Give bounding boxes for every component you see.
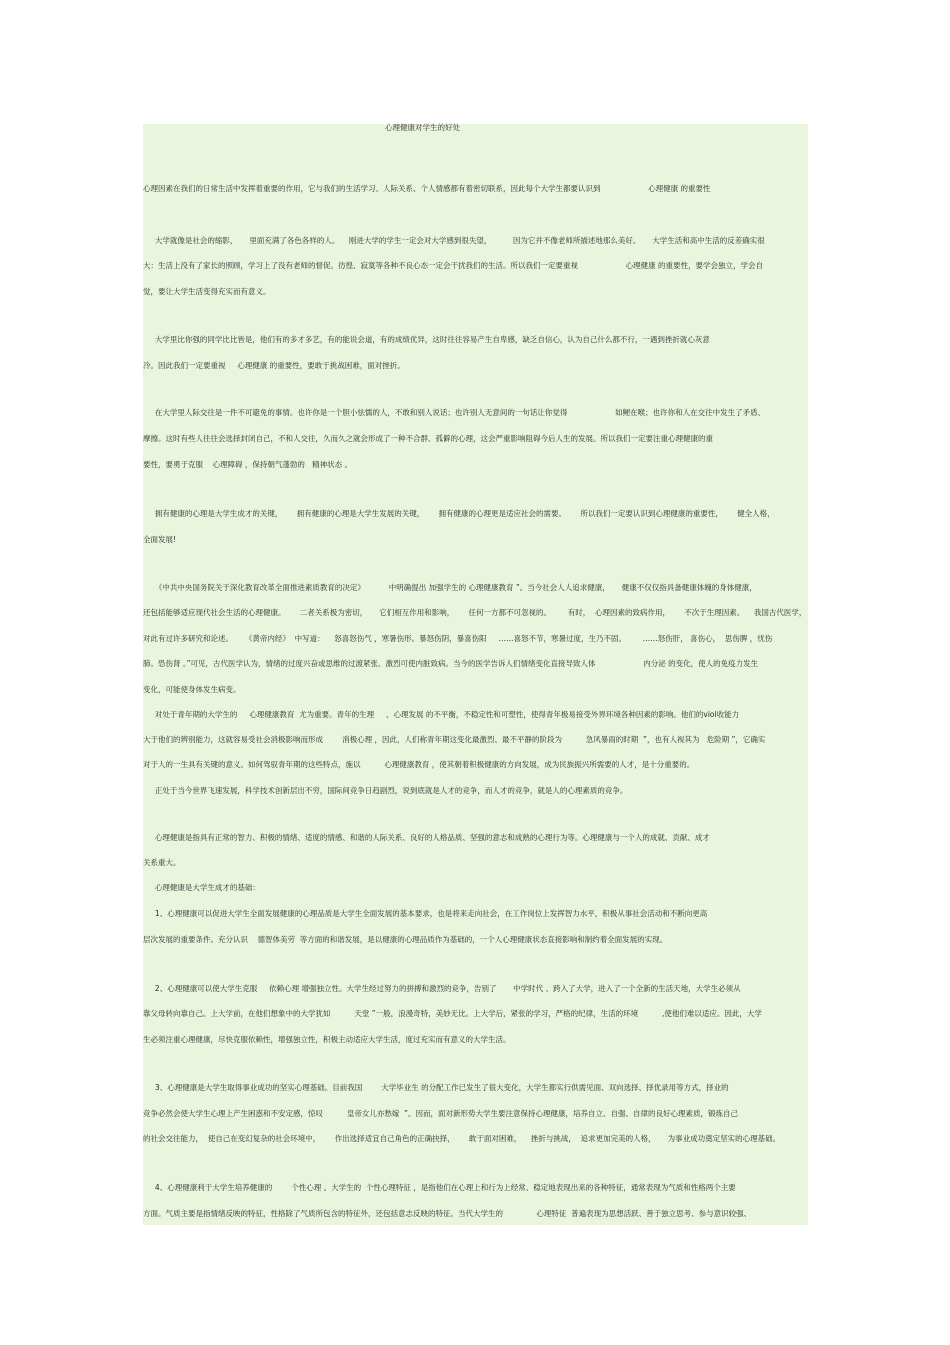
paragraph-line: 大学里比你强的同学比比皆是，他们有的多才多艺，有的能说会道，有的成绩优异，这时往往容易产生自卑感，缺乏自信心，认为自己什么都不行，一遇到挫折就心灰意 — [143, 335, 710, 344]
paragraph-line: 方面。气质主要是指情绪反映的特征，性格除了气质所包含的特征外，还包括意志反映的特征。当代大学生的 心理特征 普遍表现为思想活跃、善于独立思考、参与意识较强、 — [143, 1209, 752, 1218]
paragraph-line: 生必须注重心理健康，尽快克服依赖性，增强独立性，积极主动适应大学生活，度过充实而有意义的大学生活。 — [143, 1035, 511, 1044]
paragraph-line: 心理健康是大学生成才的基础： — [143, 883, 260, 892]
paragraph-line: 竞争必然会使大学生心理上产生困惑和不安定感，惊叹 皇帝女儿亦愁嫁 ”。因而，面对新形势大学生要注意保持心理健康，培养自立、自强、自律的良好心理素质，锻炼自己 — [143, 1109, 738, 1118]
paragraph-line: 3、心理健康是大学生取得事业成功的坚实心理基础。目前我国 大学毕业生 的分配工作已发生了很大变化，大学生都实行供需见面、双向选择、择优录用等方式，择业的 — [143, 1083, 729, 1092]
paragraph-line: 对此有过许多研究和论述。 《黄帝内经》 中写道： 怒喜怒伤气 ，寒暑伤形。暴怒伤阴，暴喜伤阳 ……喜怒不节，寒暑过度，生乃不固。 ……怒伤肝， 喜伤心， 思伤脾 ，忧伤 — [143, 634, 773, 643]
paragraph-line: 变化，可能使身体发生病变。 — [143, 685, 241, 694]
paragraph-line: 肺。恐伤肾 。”可见，古代医学认为，情绪的过度兴奋或思维的过渡紧张、激烈可使内脏致病。当今的医学告诉人们情绪变化直接导致人体 内分泌 的变化，使人的免疫力发生 — [143, 659, 759, 668]
paragraph-line: 大：生活上没有了家长的照顾，学习上了没有老师的督促。彷徨、寂寞等各种不良心态一定会干扰我们的生活。所以我们一定要重视 心理健康 的重要性，要学会独立，学会自 — [143, 261, 764, 270]
paragraph-line: 层次发展的重要条件。充分认识 德智体美劳 等方面的和谐发展，是以健康的心理品质作为基础的，一个人心理健康状态直接影响和制约着全面发展的实现。 — [143, 935, 668, 944]
paragraph-line: 的社会交往能力， 使自己在变幻复杂的社会环境中， 作出选择适宜自己角色的正确抉择， 敢于面对困难， 挫折与挑战， 追求更加完美的人格， 为事业成功奠定坚实的心理基础。 — [143, 1134, 781, 1143]
paragraph-line: 还包括能够适应现代社会生活的心理健康。 二者关系极为密切， 它们相互作用和影响， 任何一方都不可忽视的。 有时， 心理因素的致病作用， 不次于生理因素。 我国古代医学， — [143, 608, 807, 617]
paragraph-line: 对处于青年期的大学生的 心理健康教育 尤为重要。青年的生理 、心理发展 的不平衡，不稳定性和可塑性，使得青年极易接受外界环境各种因素的影响。他们的viol收能力 — [143, 710, 740, 719]
paragraph-line: 1、心理健康可以促进大学生全面发展健康的心理品质是大学生全面发展的基本要求，也是将来走向社会，在工作岗位上发挥智力水平，积极从事社会活动和不断向更高 — [143, 909, 708, 918]
paragraph-line: 大学就像是社会的缩影， 里面充满了各色各样的人。 刚进大学的学生一定会对大学感到很失望， 因为它并不像老师所描述地那么美好。 大学生活和高中生活的反差确实很 — [143, 236, 765, 245]
paragraph-line: 摩擦。这时有些人往往会选择封闭自己，不和人交往，久而久之就会形成了一种不合群、孤僻的心理，这会严重影响阻碍今后人生的发展。所以我们一定要注重心理健康的重 — [143, 434, 713, 443]
paragraph-line: 2、心理健康可以使大学生克服 依赖心理 增强独立性。大学生经过努力的拼搏和激烈的竞争，告别了 中学时代 、跨入了大学，进入了一个全新的生活天地，大学生必须从 — [143, 984, 741, 993]
paragraph-line: 觉，要让大学生活变得充实而有意义。 — [143, 287, 271, 296]
paragraph-line: 《中共中央国务院关于深化教育改革全面推进素质教育的决定》 中明确提出 加强学生的 心理健康教育 ”。当今社会人人追求健康， 健康不仅仅指具备健康体魄的身体健康， — [143, 583, 757, 592]
paragraph-line: 大于他们的辨别能力，这就容易受社会消极影响而形成 消极心理 ，因此，人们称青年期这变化最激烈、最不平静的阶段为 急风暴雨的时期 ”，也有人视其为 危险期 ”，它确实 — [143, 735, 766, 744]
document-title: 心理健康对学生的好处 — [385, 123, 460, 132]
paragraph-line: 要性，要勇于克服 心理障碍 ，保持朝气蓬勃的 精神状态 。 — [143, 460, 352, 469]
paragraph-line: 心理健康是指具有正常的智力、积极的情绪、适度的情感、和谐的人际关系、良好的人格品质、坚强的意志和成熟的心理行为等。心理健康与一个人的成就、贡献、成才 — [143, 833, 710, 842]
paragraph-line: 拥有健康的心理是大学生成才的关键， 拥有健康的心理是大学生发展的关键， 拥有健康的心理更是适应社会的需要。 所以我们一定要认识到心理健康的重要性， 健全人格， — [143, 509, 775, 518]
paragraph-line: 心理因素在我们的日常生活中发挥着重要的作用，它与我们的生活学习、人际关系、个人情感都有着密切联系，因此每个大学生都要认识到 心理健康 的重要性 — [143, 184, 711, 193]
paragraph-line: 正处于当今世界飞速发展，科学技术创新层出不穷，国际间竞争日趋剧烈，说到底就是人才的竞争，而人才的竞争，就是人的心理素质的竞争。 — [143, 786, 628, 795]
paragraph-line: 关系重大。 — [143, 858, 181, 867]
paragraph-line: 在大学里人际交往是一件不可避免的事情。也许你是一个胆小怯懦的人，不敢和别人说话；也许别人无意间的一句话让你觉得 如鲠在喉；也许你和人在交往中发生了矛盾、 — [143, 408, 766, 417]
paragraph-line: 4、心理健康利于大学生培养健康的 个性心理 。大学生的 个性心理特征 ，是指他们在心理上和行为上经常、稳定地表现出来的各种特征，通常表现为气质和性格两个主要 — [143, 1183, 736, 1192]
paragraph-line: 全面发展! — [143, 535, 177, 544]
paragraph-line: 冷。因此我们一定要重视 心理健康 的重要性，要敢于挑战困难，面对挫折。 — [143, 361, 405, 370]
paragraph-line: 对于人的一生具有关键的意义。如何驾驭青年期的这些特点，施以 心理健康教育 ，使其朝着积极健康的方向发展，成为民族振兴所需要的人才，是十分重要的。 — [143, 760, 695, 769]
paragraph-line: 靠父母转向靠自己。上大学前，在他们想象中的大学犹如 天堂 ”一般，浪漫奇特，美妙无比。上大学后，紧张的学习，严格的纪律，生活的环境 ,使他们难以适应。因此，大学 — [143, 1009, 762, 1018]
